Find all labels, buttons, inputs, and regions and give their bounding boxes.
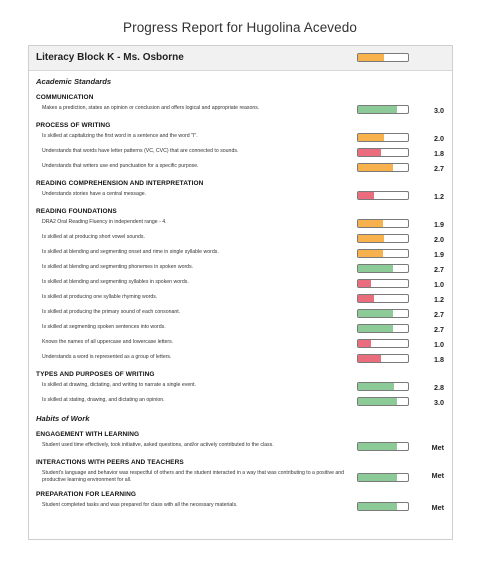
standard-row bbox=[29, 324, 452, 339]
standard-text: Understands that writers use end punctuation for a specific purpose. bbox=[42, 163, 199, 169]
score-bar-fill bbox=[358, 295, 374, 302]
standard-row bbox=[29, 133, 452, 148]
standard-group-title: COMMUNICATION bbox=[36, 94, 94, 101]
score-bar-fill bbox=[358, 220, 383, 227]
score-bar bbox=[357, 264, 409, 273]
course-card bbox=[28, 45, 453, 540]
score-bar-fill bbox=[358, 280, 371, 287]
score-bar-fill bbox=[358, 474, 397, 481]
score-bar bbox=[357, 294, 409, 303]
score-value: 1.2 bbox=[434, 192, 444, 201]
score-value: 1.0 bbox=[434, 340, 444, 349]
standard-row bbox=[29, 309, 452, 324]
score-bar-fill bbox=[358, 164, 393, 171]
course-header bbox=[29, 46, 452, 71]
score-bar bbox=[357, 105, 409, 114]
score-bar-fill bbox=[358, 250, 383, 257]
standard-text: Is skilled at producing the primary sound of each consonant. bbox=[42, 309, 181, 315]
score-bar bbox=[357, 163, 409, 172]
score-value: Met bbox=[431, 503, 444, 512]
standard-text: Is skilled at at producing short vowel sounds. bbox=[42, 234, 145, 240]
standard-text: Is skilled at drawing, dictating, and writing to narrate a single event. bbox=[42, 382, 196, 388]
standard-row bbox=[29, 191, 452, 206]
score-bar bbox=[357, 309, 409, 318]
standard-row bbox=[29, 382, 452, 397]
standard-text: Is skilled at producing one syllable rhyming words. bbox=[42, 294, 158, 300]
score-bar-fill bbox=[358, 355, 381, 362]
standard-row bbox=[29, 148, 452, 163]
section-heading: Habits of Work bbox=[36, 414, 90, 423]
standard-row bbox=[29, 264, 452, 279]
score-value: Met bbox=[431, 471, 444, 480]
score-value: 1.2 bbox=[434, 295, 444, 304]
score-value: 1.8 bbox=[434, 149, 444, 158]
score-bar-fill bbox=[358, 235, 384, 242]
standard-text: Understands a word is represented as a group of letters. bbox=[42, 354, 172, 360]
score-value: 2.0 bbox=[434, 235, 444, 244]
standard-text: Is skilled at blending and segmenting phonemes in spoken words. bbox=[42, 264, 194, 270]
score-bar-fill bbox=[358, 149, 381, 156]
standard-row bbox=[29, 279, 452, 294]
score-bar bbox=[357, 133, 409, 142]
score-bar bbox=[357, 339, 409, 348]
score-bar bbox=[357, 354, 409, 363]
score-bar bbox=[357, 502, 409, 511]
score-bar bbox=[357, 148, 409, 157]
course-title: Literacy Block K - Ms. Osborne bbox=[36, 52, 184, 63]
standard-group-title: PROCESS OF WRITING bbox=[36, 122, 111, 129]
score-bar bbox=[357, 249, 409, 258]
score-value: 1.0 bbox=[434, 280, 444, 289]
score-bar-fill bbox=[358, 443, 397, 450]
score-bar bbox=[357, 279, 409, 288]
score-value: Met bbox=[431, 443, 444, 452]
score-bar-fill bbox=[358, 383, 394, 390]
score-bar-fill bbox=[358, 325, 393, 332]
standard-text: Knows the names of all uppercase and lowercase letters. bbox=[42, 339, 174, 345]
standard-text: Student completed tasks and was prepared for class with all the necessary materials. bbox=[42, 502, 238, 508]
standard-text: Understands that words have letter patterns (VC, CVC) that are connected to sounds. bbox=[42, 148, 239, 154]
score-bar bbox=[357, 324, 409, 333]
standard-row bbox=[29, 339, 452, 354]
score-bar-fill bbox=[358, 310, 393, 317]
standard-text: Makes a prediction, states an opinion or conclusion and offers logical and appropriate reasons. bbox=[42, 105, 260, 111]
score-bar bbox=[357, 382, 409, 391]
score-bar bbox=[357, 219, 409, 228]
standard-group-title: TYPES AND PURPOSES OF WRITING bbox=[36, 371, 155, 378]
standard-text: DRA2 Oral Reading Fluency in independent range - 4. bbox=[42, 219, 167, 225]
score-bar bbox=[357, 191, 409, 200]
standard-row bbox=[29, 397, 452, 412]
score-value: 1.9 bbox=[434, 220, 444, 229]
score-bar bbox=[357, 234, 409, 243]
score-value: 2.7 bbox=[434, 310, 444, 319]
standard-text: Understands stories have a central message. bbox=[42, 191, 147, 197]
score-bar-fill bbox=[358, 503, 397, 510]
score-value: 1.8 bbox=[434, 355, 444, 364]
standard-row bbox=[29, 105, 452, 120]
score-value: 3.0 bbox=[434, 106, 444, 115]
standard-row bbox=[29, 249, 452, 264]
standard-row bbox=[29, 470, 452, 489]
standard-row bbox=[29, 163, 452, 178]
score-bar-fill bbox=[358, 340, 371, 347]
standard-row bbox=[29, 502, 452, 517]
standard-row bbox=[29, 294, 452, 309]
standard-group-title: READING FOUNDATIONS bbox=[36, 208, 117, 215]
overall-progress-fill bbox=[358, 54, 384, 61]
standard-text: Is skilled at blending and segmenting syllables in spoken words. bbox=[42, 279, 189, 285]
score-value: 3.0 bbox=[434, 398, 444, 407]
standard-text: Is skilled at blending and segmenting onset and rime in single syllable words. bbox=[42, 249, 219, 255]
overall-progress-bar bbox=[357, 53, 409, 62]
score-bar bbox=[357, 442, 409, 451]
score-bar-fill bbox=[358, 134, 384, 141]
score-value: 2.0 bbox=[434, 134, 444, 143]
standard-group-title: INTERACTIONS WITH PEERS AND TEACHERS bbox=[36, 459, 184, 466]
score-value: 2.8 bbox=[434, 383, 444, 392]
section-heading: Academic Standards bbox=[36, 77, 112, 86]
standard-text: Is skilled at segmenting spoken sentences into words. bbox=[42, 324, 166, 330]
standard-row bbox=[29, 442, 452, 457]
standard-text: Student used time effectively, took initiative, asked questions, and/or actively contributed to the class. bbox=[42, 442, 274, 448]
standard-text: Student's language and behavior was respectful of others and the student interacted in a way that was contributing to a positive and productive learning environment for all. bbox=[42, 470, 345, 484]
standard-group-title: READING COMPREHENSION AND INTERPRETATION bbox=[36, 180, 204, 187]
standard-group-title: PREPARATION FOR LEARNING bbox=[36, 491, 137, 498]
standard-row bbox=[29, 234, 452, 249]
score-bar bbox=[357, 473, 409, 482]
standard-row bbox=[29, 219, 452, 234]
score-value: 2.7 bbox=[434, 265, 444, 274]
score-value: 1.9 bbox=[434, 250, 444, 259]
score-bar-fill bbox=[358, 192, 374, 199]
standard-group-title: ENGAGEMENT WITH LEARNING bbox=[36, 431, 140, 438]
standard-text: Is skilled at stating, drawing, and dictating an opinion. bbox=[42, 397, 165, 403]
report-title: Progress Report for Hugolina Acevedo bbox=[123, 20, 357, 35]
score-bar-fill bbox=[358, 265, 393, 272]
score-bar bbox=[357, 397, 409, 406]
standard-text: Is skilled at capitalizing the first word in a sentence and the word "I". bbox=[42, 133, 198, 139]
score-bar-fill bbox=[358, 106, 397, 113]
score-value: 2.7 bbox=[434, 325, 444, 334]
standard-row bbox=[29, 354, 452, 369]
score-value: 2.7 bbox=[434, 164, 444, 173]
score-bar-fill bbox=[358, 398, 397, 405]
